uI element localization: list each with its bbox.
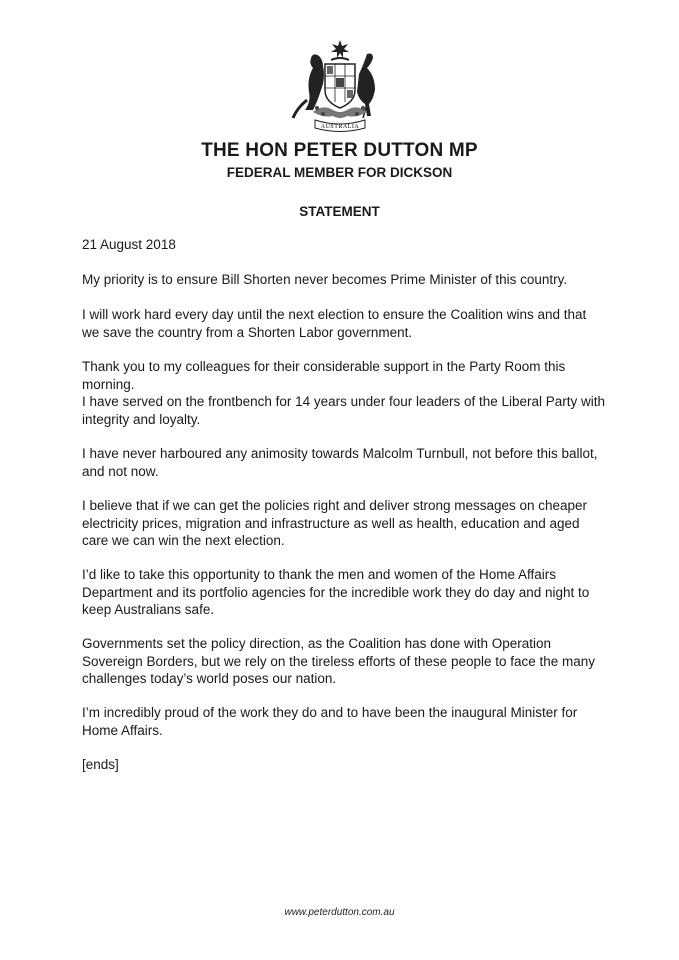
paragraph-frontbench: I have served on the frontbench for 14 years under four leaders of the Liberal Party with integrity and loyalty. (82, 394, 606, 427)
commonwealth-star-icon (331, 40, 349, 58)
paragraph-thanks: Thank you to my colleagues for their considerable support in the Party Room this morning. (82, 359, 566, 392)
paragraph-election: I will work hard every day until the next election to ensure the Coalition wins and that we save the country from a Shorten Labor government. (82, 307, 587, 340)
paragraph-ends: [ends] (82, 757, 119, 772)
coat-of-arms-icon (283, 38, 397, 134)
paragraph-animosity: I have never harboured any animosity towards Malcolm Turnbull, not before this ballot, and not now. (82, 446, 598, 479)
member-electorate: FEDERAL MEMBER FOR DICKSON (226, 165, 453, 180)
document-type: STATEMENT (299, 204, 380, 219)
paragraph-home-affairs: I’d like to take this opportunity to thank the men and women of the Home Affairs Department and its portfolio agencies for the incredible work they do day and night to keep Australians safe. (82, 567, 590, 617)
crest-motto: AUSTRALIA (320, 124, 360, 130)
kangaroo-icon (305, 54, 324, 110)
paragraph-proud: I’m incredibly proud of the work they do and to have been the inaugural Minister for Home Affairs. (82, 705, 578, 738)
paragraph-governments: Governments set the policy direction, as the Coalition has done with Operation Sovereign Borders, but we rely on the tireless efforts of these people to face the many challenges today’s world poses our nation. (82, 636, 596, 686)
paragraph-policies: I believe that if we can get the policies right and deliver strong messages on cheaper electricity prices, migration and infrastructure as well as health, education and aged care we can win the next election. (82, 498, 588, 548)
footer-website: www.peterdutton.com.au (284, 907, 395, 918)
statement-date: 21 August 2018 (82, 237, 176, 252)
paragraph-priority: My priority is to ensure Bill Shorten never becomes Prime Minister of this country. (82, 272, 568, 287)
member-name: THE HON PETER DUTTON MP (201, 140, 478, 161)
